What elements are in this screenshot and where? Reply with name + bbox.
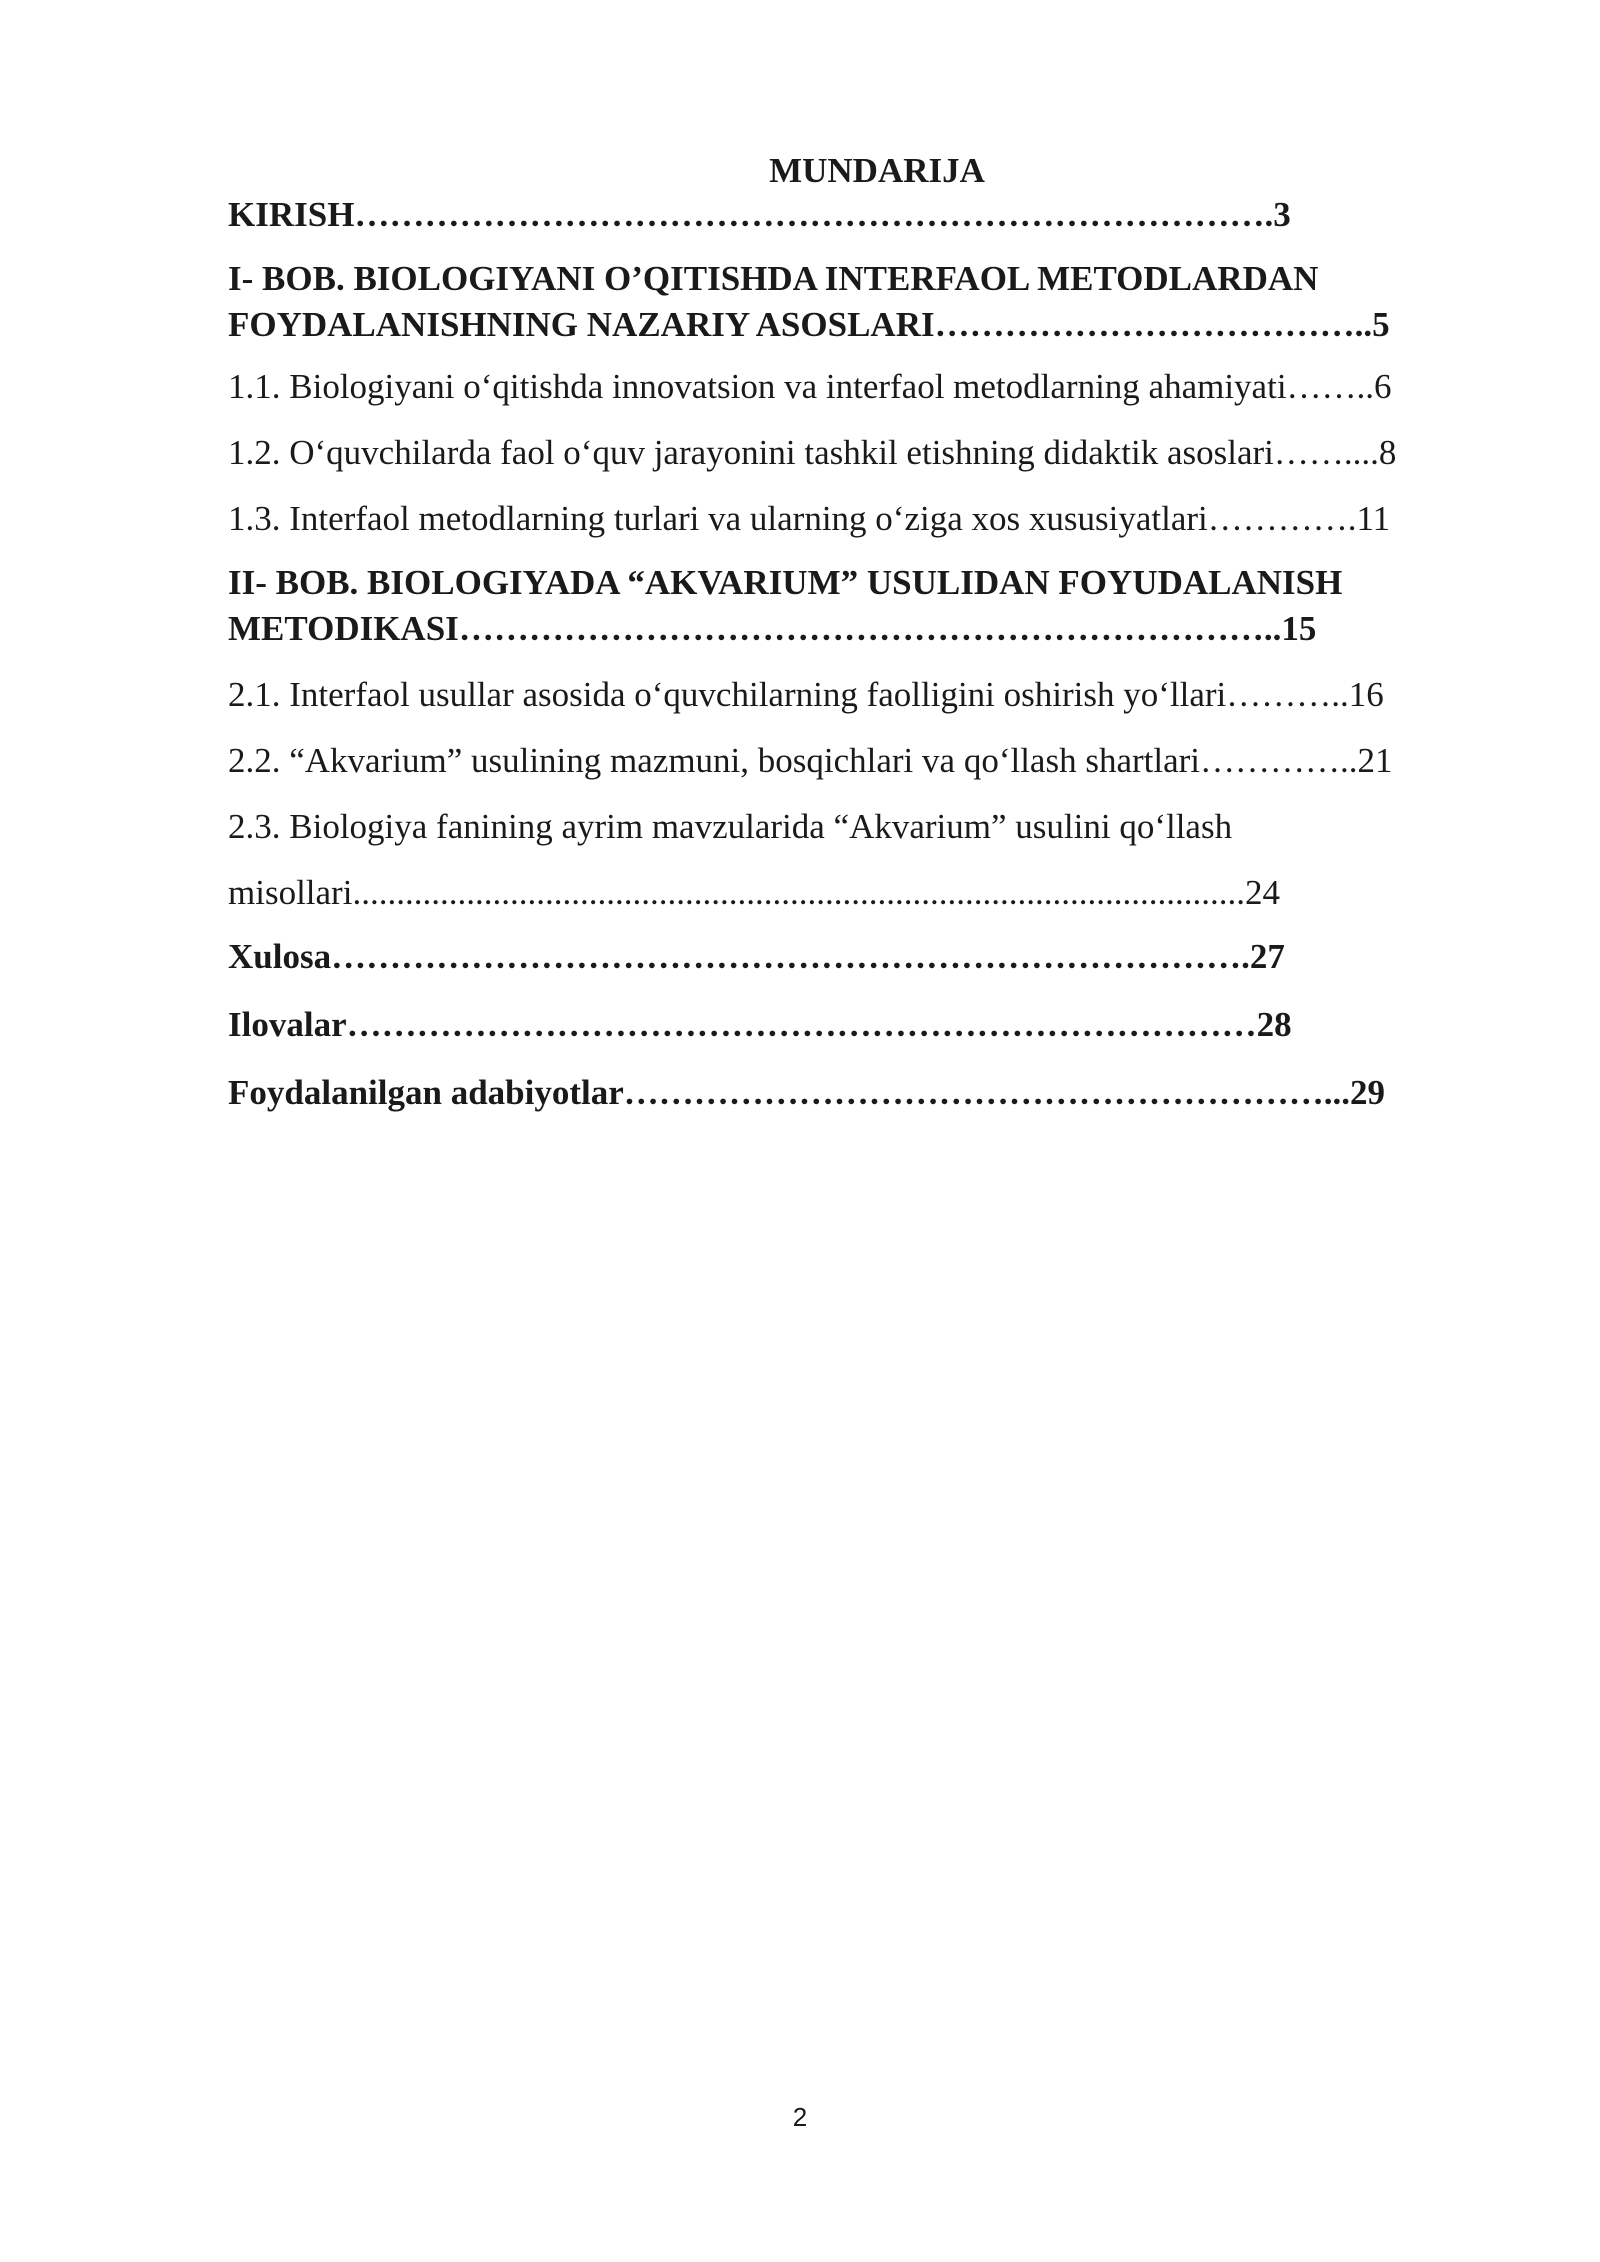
toc-leader-dots: …………………………………………………………………….	[354, 195, 1274, 234]
toc-entry-chapter-1[interactable]	[228, 256, 1486, 348]
toc-entry-text: 1.2. O‘quvchilarda faol o‘quv jarayonini tashkil etishning didaktik asoslari	[228, 433, 1274, 472]
page-number: 2	[792, 2102, 808, 2132]
toc-entry-text: KIRISH	[228, 195, 355, 234]
toc-leader-dots: …………………………………………………………………….	[331, 937, 1250, 976]
toc-leader-dots: ……………………………………………………...	[623, 1073, 1351, 1112]
toc-entry-section-1-1[interactable]	[228, 364, 1486, 410]
toc-leader-dots: …………..	[1200, 741, 1358, 780]
toc-entry-text: Ilovalar	[228, 1005, 347, 1044]
toc-entry-section-2-3-continued[interactable]	[228, 870, 1486, 916]
toc-entry-kirish[interactable]	[228, 192, 1486, 238]
toc-leader-dots: ……………………………………………………………..	[458, 609, 1282, 648]
toc-page-number: 8	[1378, 433, 1397, 472]
toc-entry-section-1-3[interactable]	[228, 496, 1486, 542]
toc-leader-dots: ………..	[1226, 675, 1349, 714]
toc-entry-text: 2.1. Interfaol usullar asosida o‘quvchilarning faolligini oshirish yo‘llari	[228, 675, 1227, 714]
toc-entry-text: 1.1. Biologiyani o‘qitishda innovatsion va interfaol metodlarning ahamiyati	[228, 367, 1287, 406]
toc-entry-text: 2.3. Biologiya fanining ayrim mavzularida “Akvarium” usulini qo‘llash	[228, 807, 1233, 846]
toc-page-number: 28	[1256, 1005, 1292, 1044]
toc-entry-text: 1.3. Interfaol metodlarning turlari va ularning o‘ziga xos xususiyatlari	[228, 499, 1208, 538]
toc-page-number: 16	[1348, 675, 1384, 714]
toc-page-number: 29	[1350, 1073, 1386, 1112]
toc-page-number: 5	[1372, 305, 1390, 344]
toc-entry-references[interactable]	[228, 1070, 1486, 1116]
toc-page-number: 21	[1357, 741, 1393, 780]
toc-leader-dots: ………….	[1207, 499, 1357, 538]
toc-entry-section-2-3[interactable]	[228, 804, 1486, 850]
toc-leader-dots: ……..	[1286, 367, 1375, 406]
table-of-contents	[228, 150, 1486, 1116]
toc-page-number: 15	[1281, 609, 1317, 648]
toc-entry-text: I- BOB. BIOLOGIYANI O’QITISHDA INTERFAOL METODLARDAN FOYDALANISHNING NAZARIY ASOSLARI	[228, 259, 1328, 344]
toc-page-number: 3	[1273, 195, 1291, 234]
toc-page-number: 27	[1249, 937, 1285, 976]
toc-entry-text: Xulosa	[228, 937, 332, 976]
toc-page-number: 6	[1374, 367, 1392, 406]
toc-entry-xulosa[interactable]	[228, 934, 1486, 980]
toc-entry-chapter-2[interactable]	[228, 560, 1486, 652]
toc-entry-section-2-2[interactable]	[228, 738, 1486, 784]
toc-leader-dots: ………………………………..	[934, 305, 1373, 344]
toc-title: MUNDARIJA	[769, 151, 985, 190]
toc-entry-text: II- BOB. BIOLOGIYADA “AKVARIUM” USULIDAN FOYUDALANISH METODIKASI	[228, 563, 1352, 648]
toc-entry-section-1-2[interactable]	[228, 430, 1486, 476]
toc-entry-text: misollari	[228, 873, 353, 912]
toc-page-number: 11	[1356, 499, 1391, 538]
toc-entry-section-2-1[interactable]	[228, 672, 1486, 718]
toc-leader-dots: ......................................................................................................	[352, 873, 1245, 912]
toc-entry-ilovalar[interactable]	[228, 1002, 1486, 1048]
toc-entry-text: 2.2. “Akvarium” usulining mazmuni, bosqichlari va qo‘llash shartlari	[228, 741, 1201, 780]
toc-leader-dots: ……………………………………………………………………	[346, 1005, 1257, 1044]
toc-leader-dots: ……....	[1273, 433, 1379, 472]
toc-page-number: 24	[1244, 873, 1280, 912]
toc-entry-text: Foydalanilgan adabiyotlar	[228, 1073, 624, 1112]
